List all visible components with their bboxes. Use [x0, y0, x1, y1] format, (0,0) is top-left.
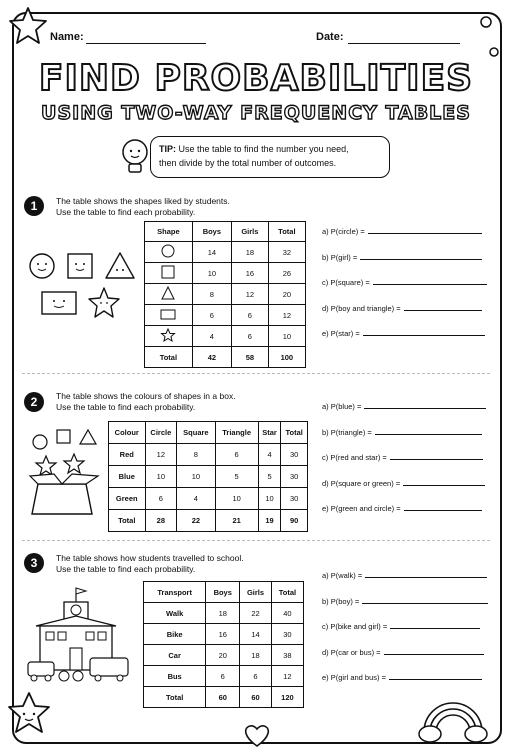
school-illustration	[24, 586, 136, 686]
table-cell: 6	[215, 444, 258, 466]
section-3-intro	[56, 553, 244, 575]
tip-box	[150, 136, 390, 178]
table-cell: 16	[206, 624, 240, 645]
row-label: Walk	[144, 603, 206, 624]
table-row	[109, 444, 308, 466]
answer-line[interactable]	[364, 402, 486, 409]
column-header: Girls	[240, 582, 272, 603]
table-cell: 6	[192, 305, 231, 326]
section-2-intro-line2: Use the table to find each probability.	[56, 402, 196, 412]
table-total-row	[109, 510, 308, 532]
section-1-number: 1	[24, 196, 44, 216]
table-total-row	[144, 687, 304, 708]
name-field[interactable]	[86, 42, 206, 44]
table-cell: 6	[232, 326, 269, 347]
table-row	[144, 624, 304, 645]
star-icon	[161, 335, 175, 344]
answer-line[interactable]	[375, 428, 482, 435]
column-header: Square	[177, 422, 215, 444]
total-cell: 120	[271, 687, 303, 708]
column-header: Boys	[206, 582, 240, 603]
table-cell: 6	[145, 488, 177, 510]
column-header: Triangle	[215, 422, 258, 444]
shape-cell	[145, 305, 193, 326]
row-label: Green	[109, 488, 146, 510]
table-cell: 16	[232, 263, 269, 284]
question-text: b) P(girl) =	[322, 252, 358, 262]
table-cell: 20	[206, 645, 240, 666]
table-cell: 12	[232, 284, 269, 305]
column-header: Boys	[192, 222, 231, 242]
answer-line[interactable]	[368, 227, 483, 234]
table-cell: 18	[206, 603, 240, 624]
total-cell: 60	[240, 687, 272, 708]
total-cell: 58	[232, 347, 269, 368]
section-divider	[22, 373, 490, 374]
page-subtitle: USING TWO-WAY FREQUENCY TABLES	[41, 102, 471, 124]
colours-table	[108, 421, 308, 532]
table-cell: 10	[215, 488, 258, 510]
lightbulb-icon	[118, 134, 152, 180]
table-cell: 30	[271, 624, 303, 645]
table-cell: 6	[206, 666, 240, 687]
table-row	[144, 645, 304, 666]
smiling-triangle-icon	[106, 253, 134, 278]
question-text: d) P(square or green) =	[322, 478, 401, 488]
table-cell: 5	[258, 466, 281, 488]
answer-line[interactable]	[362, 597, 487, 604]
table-header-row	[144, 582, 304, 603]
total-cell: 21	[215, 510, 258, 532]
table-row	[145, 305, 306, 326]
heart-doodle-icon	[242, 722, 272, 748]
question-text: d) P(boy and triangle) =	[322, 303, 401, 313]
answer-line[interactable]	[360, 253, 482, 260]
rectangle-icon	[160, 313, 176, 322]
column-header: Total	[268, 222, 305, 242]
shape-cell	[145, 263, 193, 284]
column-header: Total	[281, 422, 308, 444]
section-2-number: 2	[24, 392, 44, 412]
transport-table	[143, 581, 304, 708]
table-row	[145, 326, 306, 347]
table-row	[145, 242, 306, 263]
table-cell: 4	[192, 326, 231, 347]
table-row	[145, 263, 306, 284]
column-header: Circle	[145, 422, 177, 444]
column-header: Star	[258, 422, 281, 444]
question-text: a) P(blue) =	[322, 402, 362, 411]
table-cell: 10	[258, 488, 281, 510]
total-cell: 90	[281, 510, 308, 532]
tip-text-line2: then divide by the total number of outcomes.	[159, 158, 337, 168]
shapes-table	[144, 221, 306, 368]
question-text: e) P(girl and bus) =	[322, 673, 386, 682]
table-cell: 14	[240, 624, 272, 645]
answer-line[interactable]	[404, 304, 483, 311]
question-item	[322, 622, 488, 648]
table-cell: 12	[268, 305, 305, 326]
table-header-row	[145, 222, 306, 242]
shapes-illustration	[24, 250, 144, 330]
shape-cell	[145, 242, 193, 263]
table-row	[145, 284, 306, 305]
total-cell: Total	[109, 510, 146, 532]
box-of-shapes-illustration	[26, 424, 102, 524]
row-label: Car	[144, 645, 206, 666]
table-cell: 18	[232, 242, 269, 263]
table-cell: 6	[240, 666, 272, 687]
table-cell: 12	[271, 666, 303, 687]
table-cell: 6	[232, 305, 269, 326]
table-cell: 4	[258, 444, 281, 466]
table-cell: 12	[145, 444, 177, 466]
table-total-row	[145, 347, 306, 368]
table-cell: 10	[268, 326, 305, 347]
table-cell: 40	[271, 603, 303, 624]
table-cell: 8	[177, 444, 215, 466]
table-cell: 5	[215, 466, 258, 488]
table-row	[109, 488, 308, 510]
total-cell: Total	[145, 347, 193, 368]
total-cell: 100	[268, 347, 305, 368]
table-row	[144, 666, 304, 687]
section-3-intro-line1: The table shows how students travelled to school.	[56, 553, 244, 563]
tip-text-line1: Use the table to find the number you need,	[178, 144, 349, 154]
question-text: c) P(square) =	[322, 278, 370, 287]
row-label: Blue	[109, 466, 146, 488]
question-text: a) P(circle) =	[322, 227, 365, 236]
question-text: b) P(boy) =	[322, 596, 360, 606]
answer-line[interactable]	[363, 329, 485, 336]
section-divider	[22, 540, 490, 541]
section-2-questions	[322, 402, 486, 530]
smiling-star-icon	[89, 288, 119, 317]
table-cell: 30	[281, 488, 308, 510]
section-2-intro	[56, 391, 236, 413]
question-item	[322, 673, 488, 699]
question-text: c) P(red and star) =	[322, 453, 387, 462]
total-cell: 19	[258, 510, 281, 532]
table-row	[109, 466, 308, 488]
question-item	[322, 571, 488, 597]
answer-line[interactable]	[384, 648, 484, 655]
question-item	[322, 402, 486, 428]
table-cell: 10	[192, 263, 231, 284]
star-doodle-bottom-icon	[6, 690, 52, 736]
table-cell: 38	[271, 645, 303, 666]
table-cell: 30	[281, 466, 308, 488]
section-1-intro-line1: The table shows the shapes liked by students.	[56, 196, 230, 206]
shape-cell	[145, 284, 193, 305]
total-cell: 60	[206, 687, 240, 708]
table-cell: 14	[192, 242, 231, 263]
tip-label: TIP:	[159, 144, 176, 154]
answer-line[interactable]	[365, 571, 487, 578]
question-item	[322, 453, 486, 479]
question-item	[322, 648, 488, 674]
table-cell: 10	[177, 466, 215, 488]
answer-line[interactable]	[403, 479, 485, 486]
page-title: FIND PROBABILITIES	[38, 58, 474, 99]
total-cell: Total	[144, 687, 206, 708]
smiling-circle-icon	[30, 254, 54, 278]
row-label: Bus	[144, 666, 206, 687]
table-cell: 26	[268, 263, 305, 284]
table-row	[144, 603, 304, 624]
column-header: Shape	[145, 222, 193, 242]
question-text: d) P(car or bus) =	[322, 647, 381, 657]
table-cell: 22	[240, 603, 272, 624]
answer-line[interactable]	[390, 622, 479, 629]
question-text: a) P(walk) =	[322, 571, 363, 580]
question-item	[322, 253, 487, 279]
column-header: Girls	[232, 222, 269, 242]
triangle-icon	[161, 293, 175, 302]
smiling-square-icon	[68, 254, 92, 278]
star-doodle-icon	[8, 6, 48, 46]
section-1-intro	[56, 196, 230, 218]
date-label: Date:	[316, 31, 344, 43]
column-header: Colour	[109, 422, 146, 444]
total-cell: 22	[177, 510, 215, 532]
section-3-number: 3	[24, 553, 44, 573]
column-header: Total	[271, 582, 303, 603]
table-cell: 4	[177, 488, 215, 510]
question-item	[322, 479, 486, 505]
table-cell: 20	[268, 284, 305, 305]
column-header: Transport	[144, 582, 206, 603]
answer-line[interactable]	[373, 278, 488, 285]
table-cell: 32	[268, 242, 305, 263]
shape-cell	[145, 326, 193, 347]
table-cell: 10	[145, 466, 177, 488]
answer-line[interactable]	[389, 673, 482, 680]
table-cell: 8	[192, 284, 231, 305]
answer-line[interactable]	[390, 453, 483, 460]
question-item	[322, 227, 487, 253]
circle-icon	[161, 251, 175, 260]
question-text: c) P(bike and girl) =	[322, 622, 388, 631]
name-label: Name:	[50, 31, 84, 43]
question-item	[322, 278, 487, 304]
row-label: Red	[109, 444, 146, 466]
section-3-intro-line2: Use the table to find each probability.	[56, 564, 196, 574]
section-3-questions	[322, 571, 488, 699]
table-header-row	[109, 422, 308, 444]
table-cell: 18	[240, 645, 272, 666]
smiling-rectangle-icon	[42, 292, 76, 314]
total-cell: 42	[192, 347, 231, 368]
rainbow-cloud-icon	[418, 692, 488, 744]
table-cell: 30	[281, 444, 308, 466]
date-field[interactable]	[348, 42, 460, 44]
section-1-questions	[322, 227, 487, 355]
row-label: Bike	[144, 624, 206, 645]
total-cell: 28	[145, 510, 177, 532]
answer-line[interactable]	[404, 504, 483, 511]
question-item	[322, 504, 486, 530]
question-item	[322, 329, 487, 355]
section-2-intro-line1: The table shows the colours of shapes in a box.	[56, 391, 236, 401]
square-icon	[161, 272, 175, 281]
section-1-intro-line2: Use the table to find each probability.	[56, 207, 196, 217]
question-item	[322, 304, 487, 330]
question-text: e) P(star) =	[322, 329, 360, 338]
question-item	[322, 428, 486, 454]
question-item	[322, 597, 488, 623]
question-text: e) P(green and circle) =	[322, 504, 401, 513]
question-text: b) P(triangle) =	[322, 427, 372, 437]
